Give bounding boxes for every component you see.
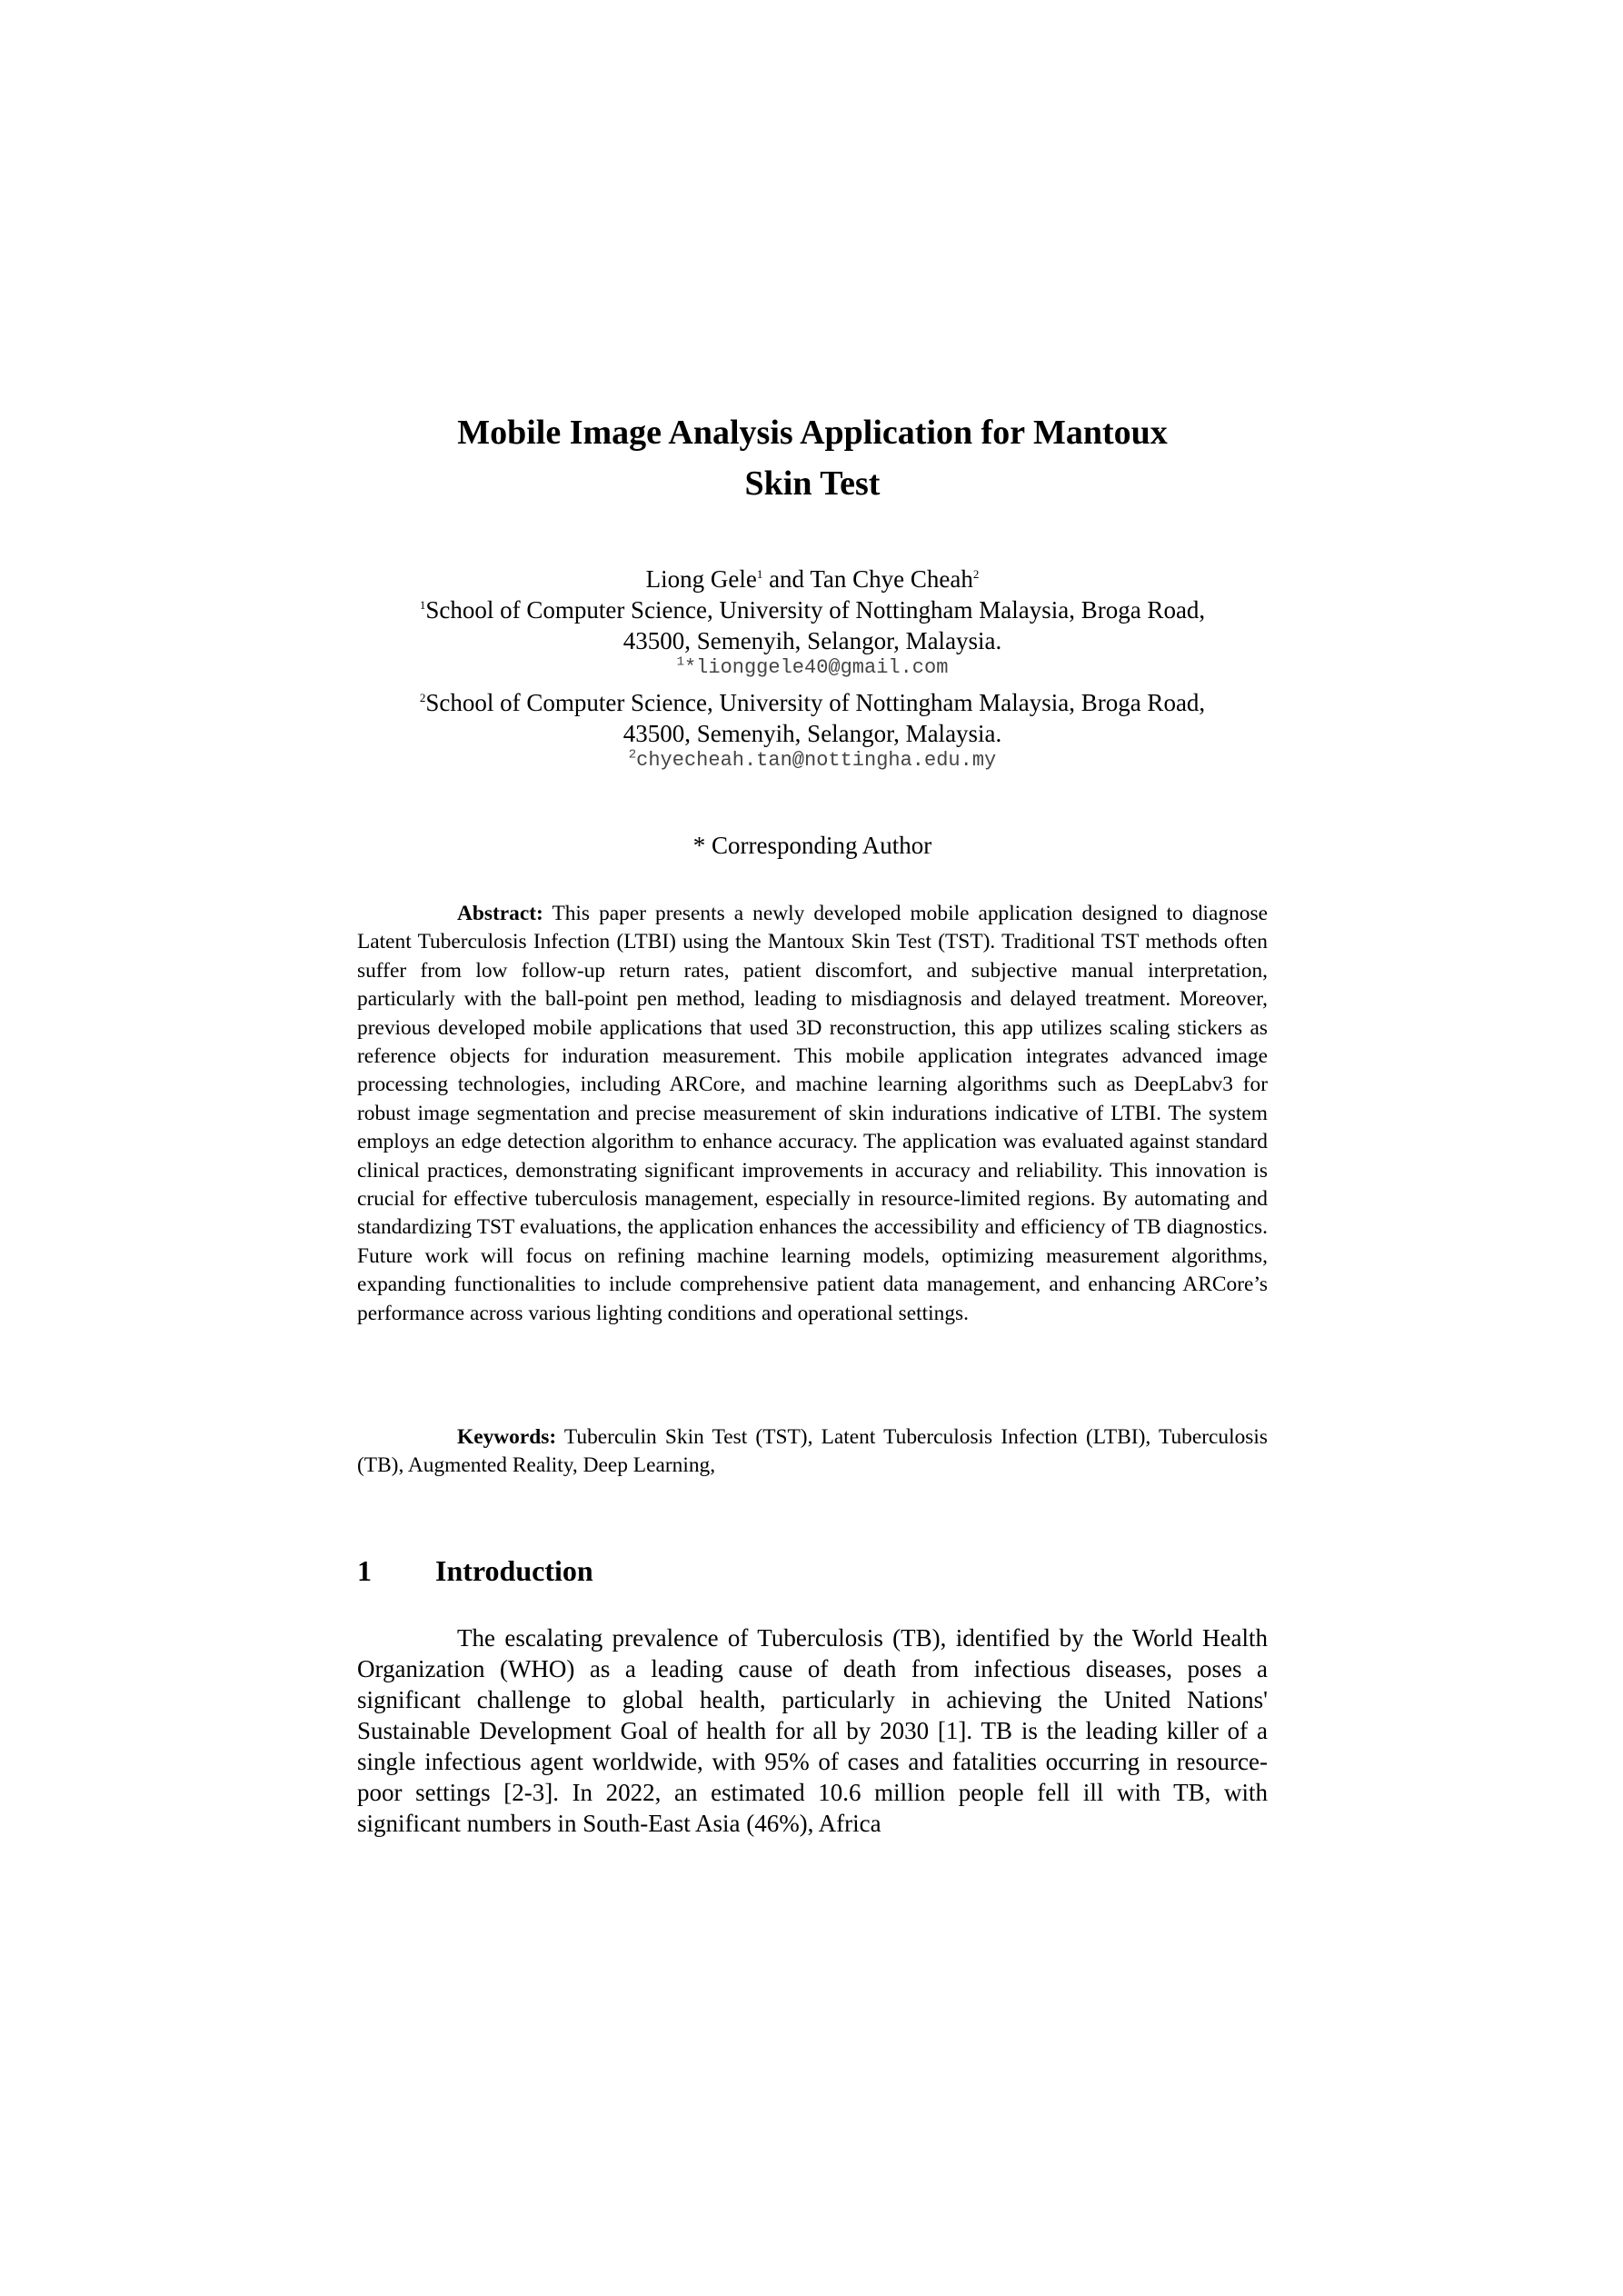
- affiliation-2: [357, 687, 1268, 773]
- introduction-paragraph: The escalating prevalence of Tuberculosis (TB), identified by the World Health Organization (WHO) as a leading cause of death from infectious diseases, poses a significant challenge to global health, particularly in achieving the United Nations' Sustainable Development Goal of health for all by 2030 [1]. TB is the leading killer of a single infectious agent worldwide, with 95% of cases and fatalities occurring in resource-poor settings [2-3]. In 2022, an estimated 10.6 million people fell ill with TB, with significant numbers in South-East Asia (46%), Africa: [357, 1624, 1268, 1837]
- author-2-mark: 2: [972, 567, 980, 581]
- affiliation-2-email-mark: 2: [628, 747, 637, 763]
- abstract-text: This paper presents a newly developed mobile application designed to diagnose Latent Tuberculosis Infection (LTBI) using the Mantoux Skin Test (TST). Traditional TST methods often suffer from low follow-up return rates, patient discomfort, and subjective manual interpretation, particularly with the ball-point pen method, leading to misdiagnosis and delayed treatment. Moreover, previous developed mobile applications that used 3D reconstruction, this app utilizes scaling stickers as reference objects for induration measurement. This mobile application integrates advanced image processing technologies, including ARCore, and machine learning algorithms such as DeepLabv3 for robust image segmentation and precise measurement of skin indurations indicative of LTBI. The system employs an edge detection algorithm to enhance accuracy. The application was evaluated against standard clinical practices, demonstrating significant improvements in accuracy and reliability. This innovation is crucial for effective tuberculosis management, especially in resource-limited regions. By automating and standardizing TST evaluations, the application enhances the accessibility and efficiency of TB diagnostics. Future work will focus on refining machine learning models, optimizing measurement algorithms, expanding functionalities to include comprehensive patient data management, and enhancing ARCore’s performance across various lighting conditions and operational settings.: [357, 902, 1268, 1325]
- author-list: [357, 564, 1268, 594]
- keywords-text: Tuberculin Skin Test (TST), Latent Tuberculosis Infection (LTBI), Tuberculosis (TB), Augmented Reality, Deep Learning,: [357, 1425, 1268, 1478]
- keywords: [357, 1423, 1268, 1481]
- affiliation-1: [357, 594, 1268, 680]
- affiliation-1-line-1: $^1$School of Computer Science, University of Nottingham Malaysia, Broga Road,: [419, 596, 1206, 624]
- affiliation-1-email-mark: 1: [676, 654, 684, 670]
- title-line-2: Skin Test: [744, 464, 881, 503]
- affiliation-1-mark: 1: [419, 598, 426, 612]
- paper-title: [357, 407, 1268, 509]
- author-1-mark: 1: [756, 567, 763, 581]
- author-1-name: Liong Gele: [645, 565, 757, 593]
- affiliation-1-line-2: 43500, Semenyih, Selangor, Malaysia.: [622, 627, 1002, 654]
- affiliation-2-mark: 2: [419, 691, 426, 704]
- abstract-label: Abstract:: [457, 902, 543, 925]
- affiliation-1-email: $^1$*lionggele40@gmail.com: [676, 654, 949, 679]
- author-connector: and: [762, 565, 811, 593]
- affiliation-2-line-2: 43500, Semenyih, Selangor, Malaysia.: [622, 720, 1002, 747]
- affiliation-2-line-1: $^2$School of Computer Science, University of Nottingham Malaysia, Broga Road,: [419, 689, 1206, 716]
- abstract: [357, 900, 1268, 1328]
- section-heading: [357, 1552, 1268, 1589]
- keywords-label: Keywords:: [457, 1425, 557, 1449]
- affiliation-2-email: $^2$chyecheah.tan@nottingha.edu.my: [628, 747, 997, 772]
- section-title: Introduction: [435, 1554, 593, 1587]
- author-2-name: Tan Chye Cheah: [810, 565, 973, 593]
- title-line-1: Mobile Image Analysis Application for Mantoux: [457, 414, 1168, 452]
- corresponding-author-note: * Corresponding Author: [692, 832, 932, 859]
- section-number: 1: [357, 1554, 372, 1587]
